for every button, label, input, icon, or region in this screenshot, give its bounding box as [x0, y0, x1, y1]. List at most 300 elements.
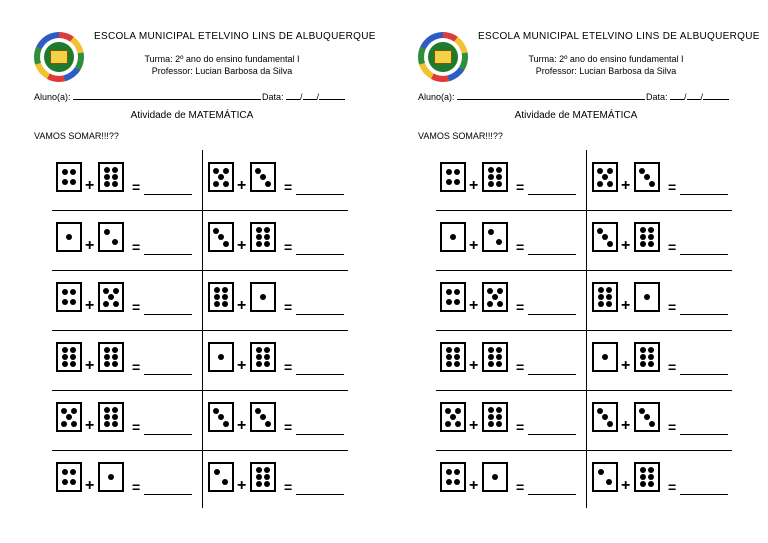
pip: [496, 354, 502, 360]
die-face-1: [592, 342, 618, 372]
answer-blank[interactable]: [296, 254, 344, 255]
pip: [648, 481, 654, 487]
die-face-5: [440, 402, 466, 432]
pip: [649, 421, 655, 427]
pip: [260, 414, 266, 420]
pip: [639, 168, 645, 174]
plus-sign: +: [85, 357, 95, 374]
pip: [648, 234, 654, 240]
pip: [496, 414, 502, 420]
pip: [104, 361, 110, 367]
plus-sign: +: [469, 417, 479, 434]
pip: [450, 414, 456, 420]
pip: [71, 408, 77, 414]
answer-blank[interactable]: [680, 254, 728, 255]
addition-problem: [52, 450, 200, 509]
equals-sign: =: [284, 359, 293, 375]
pip: [218, 174, 224, 180]
class-line: Turma: 2º ano do ensino fundamental I: [144, 54, 300, 64]
pip: [488, 229, 494, 235]
pip: [61, 408, 67, 414]
plus-sign: +: [85, 477, 95, 494]
pip: [104, 167, 110, 173]
pip: [640, 347, 646, 353]
die-face-4: [440, 162, 466, 192]
pip: [597, 408, 603, 414]
die-face-5: [208, 162, 234, 192]
pip: [454, 169, 460, 175]
pip: [112, 421, 118, 427]
pip: [218, 354, 224, 360]
pip: [598, 287, 604, 293]
equals-sign: =: [516, 419, 525, 435]
pip: [607, 241, 613, 247]
addition-problem: [204, 450, 352, 509]
pip: [264, 241, 270, 247]
die-face-6: [250, 462, 276, 492]
pip: [648, 241, 654, 247]
pip: [70, 354, 76, 360]
plus-sign: +: [469, 357, 479, 374]
pip: [644, 294, 650, 300]
pip: [112, 174, 118, 180]
die-face-1: [208, 342, 234, 372]
pip: [222, 294, 228, 300]
plus-sign: +: [621, 357, 631, 374]
pip: [488, 174, 494, 180]
pip: [213, 228, 219, 234]
die-face-5: [56, 402, 82, 432]
addition-problem: [436, 210, 584, 269]
date-label: Data:: [646, 92, 668, 102]
student-label: Aluno(a):: [418, 92, 455, 102]
answer-blank[interactable]: [296, 494, 344, 495]
die-face-4: [440, 282, 466, 312]
plus-sign: +: [469, 477, 479, 494]
pip: [454, 347, 460, 353]
equals-sign: =: [132, 359, 141, 375]
pip: [640, 361, 646, 367]
pip: [66, 234, 72, 240]
pip: [62, 347, 68, 353]
pip: [113, 301, 119, 307]
pip: [488, 361, 494, 367]
pip: [223, 421, 229, 427]
die-face-3: [208, 222, 234, 252]
die-face-6: [634, 342, 660, 372]
equals-sign: =: [284, 299, 293, 315]
pip: [597, 181, 603, 187]
plus-sign: +: [237, 237, 247, 254]
die-face-1: [440, 222, 466, 252]
plus-sign: +: [469, 237, 479, 254]
die-face-4: [56, 162, 82, 192]
die-face-6: [634, 222, 660, 252]
pip: [496, 421, 502, 427]
pip: [104, 354, 110, 360]
die-face-6: [250, 222, 276, 252]
answer-blank[interactable]: [144, 314, 192, 315]
student-name-field[interactable]: [34, 91, 261, 102]
pip: [606, 287, 612, 293]
pip: [454, 469, 460, 475]
school-name: ESCOLA MUNICIPAL ETELVINO LINS DE ALBUQUERQUE: [478, 31, 760, 42]
pip: [446, 179, 452, 185]
activity-title: Atividade de MATEMÁTICA: [130, 110, 254, 121]
die-face-6: [56, 342, 82, 372]
addition-problem: [588, 330, 736, 389]
answer-blank[interactable]: [144, 494, 192, 495]
die-face-1: [250, 282, 276, 312]
die-face-5: [98, 282, 124, 312]
addition-problem: [588, 390, 736, 449]
addition-problem: [204, 270, 352, 329]
die-face-3: [250, 402, 276, 432]
die-face-6: [440, 342, 466, 372]
equals-sign: =: [668, 479, 677, 495]
pip: [264, 361, 270, 367]
pip: [112, 239, 118, 245]
pip: [454, 289, 460, 295]
pip: [602, 174, 608, 180]
pip: [103, 288, 109, 294]
addition-problem: [52, 270, 200, 329]
pip: [446, 169, 452, 175]
pip: [649, 181, 655, 187]
pip: [256, 241, 262, 247]
pip: [222, 479, 228, 485]
answer-blank[interactable]: [680, 194, 728, 195]
addition-problem: [436, 330, 584, 389]
pip: [492, 474, 498, 480]
pip: [256, 234, 262, 240]
pip: [648, 361, 654, 367]
pip: [112, 407, 118, 413]
answer-blank[interactable]: [144, 434, 192, 435]
pip: [104, 174, 110, 180]
pip: [606, 301, 612, 307]
die-face-6: [98, 402, 124, 432]
grid-divider: [202, 150, 203, 508]
addition-problem: [436, 450, 584, 509]
die-face-5: [592, 162, 618, 192]
pip: [62, 299, 68, 305]
pip: [70, 289, 76, 295]
instruction-text: VAMOS SOMAR!!!??: [418, 131, 503, 141]
die-face-1: [482, 462, 508, 492]
answer-blank[interactable]: [296, 374, 344, 375]
pip: [496, 239, 502, 245]
pip: [104, 421, 110, 427]
pip: [66, 414, 72, 420]
pip: [496, 174, 502, 180]
pip: [606, 479, 612, 485]
student-label: Aluno(a):: [34, 92, 71, 102]
pip: [488, 167, 494, 173]
pip: [496, 361, 502, 367]
pip: [213, 168, 219, 174]
pip: [223, 168, 229, 174]
equals-sign: =: [668, 419, 677, 435]
pip: [446, 361, 452, 367]
plus-sign: +: [237, 177, 247, 194]
answer-blank[interactable]: [528, 254, 576, 255]
pip: [264, 227, 270, 233]
pip: [487, 301, 493, 307]
pip: [70, 169, 76, 175]
pip: [62, 361, 68, 367]
pip: [265, 181, 271, 187]
answer-blank[interactable]: [528, 494, 576, 495]
addition-grid: [52, 150, 348, 510]
answer-blank[interactable]: [296, 434, 344, 435]
pip: [112, 354, 118, 360]
pip: [454, 479, 460, 485]
pip: [104, 229, 110, 235]
grid-divider: [586, 150, 587, 508]
pip: [648, 474, 654, 480]
die-face-4: [56, 282, 82, 312]
equals-sign: =: [132, 299, 141, 315]
equals-sign: =: [284, 479, 293, 495]
die-face-6: [208, 282, 234, 312]
pip: [112, 167, 118, 173]
pip: [113, 288, 119, 294]
answer-blank[interactable]: [296, 194, 344, 195]
pip: [602, 354, 608, 360]
answer-blank[interactable]: [144, 254, 192, 255]
plus-sign: +: [621, 297, 631, 314]
pip: [104, 407, 110, 413]
die-face-5: [482, 282, 508, 312]
pip: [446, 354, 452, 360]
equals-sign: =: [668, 179, 677, 195]
pip: [640, 467, 646, 473]
equals-sign: =: [516, 479, 525, 495]
pip: [214, 301, 220, 307]
pip: [497, 301, 503, 307]
pip: [70, 299, 76, 305]
pip: [488, 407, 494, 413]
equals-sign: =: [132, 239, 141, 255]
school-name: ESCOLA MUNICIPAL ETELVINO LINS DE ALBUQUERQUE: [94, 31, 376, 42]
pip: [70, 469, 76, 475]
pip: [71, 421, 77, 427]
pip: [640, 474, 646, 480]
addition-problem: [436, 270, 584, 329]
date-label: Data:: [262, 92, 284, 102]
plus-sign: +: [85, 417, 95, 434]
pip: [260, 294, 266, 300]
die-face-6: [98, 342, 124, 372]
pip: [607, 168, 613, 174]
pip: [446, 289, 452, 295]
pip: [640, 234, 646, 240]
teacher-line: Professor: Lucian Barbosa da Silva: [535, 66, 677, 76]
date-field[interactable]: Data: / /: [262, 91, 345, 102]
equals-sign: =: [132, 419, 141, 435]
pip: [104, 181, 110, 187]
die-face-3: [634, 402, 660, 432]
answer-blank[interactable]: [680, 434, 728, 435]
class-line: Turma: 2º ano do ensino fundamental I: [528, 54, 684, 64]
plus-sign: +: [621, 477, 631, 494]
pip: [70, 479, 76, 485]
die-face-6: [250, 342, 276, 372]
pip: [639, 408, 645, 414]
pip: [454, 354, 460, 360]
pip: [222, 301, 228, 307]
die-face-2: [98, 222, 124, 252]
pip: [218, 234, 224, 240]
pip: [62, 169, 68, 175]
addition-problem: [436, 390, 584, 449]
answer-blank[interactable]: [680, 494, 728, 495]
pip: [496, 347, 502, 353]
equals-sign: =: [516, 359, 525, 375]
answer-blank[interactable]: [144, 194, 192, 195]
die-face-3: [208, 402, 234, 432]
pip: [264, 467, 270, 473]
die-face-2: [208, 462, 234, 492]
student-name-field[interactable]: [418, 91, 645, 102]
pip: [648, 354, 654, 360]
pip: [640, 241, 646, 247]
equals-sign: =: [284, 239, 293, 255]
plus-sign: +: [469, 297, 479, 314]
pip: [62, 469, 68, 475]
plus-sign: +: [85, 237, 95, 254]
pip: [255, 168, 261, 174]
pip: [62, 289, 68, 295]
activity-title: Atividade de MATEMÁTICA: [514, 110, 638, 121]
pip: [488, 421, 494, 427]
equals-sign: =: [668, 239, 677, 255]
answer-blank[interactable]: [680, 314, 728, 315]
pip: [598, 294, 604, 300]
pip: [446, 469, 452, 475]
pip: [496, 407, 502, 413]
pip: [445, 421, 451, 427]
answer-blank[interactable]: [528, 314, 576, 315]
answer-blank[interactable]: [528, 434, 576, 435]
pip: [598, 301, 604, 307]
pip: [222, 287, 228, 293]
instruction-text: VAMOS SOMAR!!!??: [34, 131, 119, 141]
pip: [640, 227, 646, 233]
answer-blank[interactable]: [528, 374, 576, 375]
pip: [256, 474, 262, 480]
pip: [644, 174, 650, 180]
answer-blank[interactable]: [528, 194, 576, 195]
pip: [104, 347, 110, 353]
pip: [488, 181, 494, 187]
pip: [70, 347, 76, 353]
equals-sign: =: [668, 299, 677, 315]
plus-sign: +: [85, 297, 95, 314]
addition-problem: [588, 450, 736, 509]
pip: [640, 481, 646, 487]
plus-sign: +: [469, 177, 479, 194]
addition-problem: [52, 390, 200, 449]
pip: [487, 288, 493, 294]
equals-sign: =: [516, 299, 525, 315]
die-face-6: [482, 162, 508, 192]
pip: [112, 181, 118, 187]
plus-sign: +: [237, 357, 247, 374]
pip: [455, 421, 461, 427]
pip: [62, 179, 68, 185]
pip: [62, 479, 68, 485]
addition-problem: [204, 330, 352, 389]
pip: [264, 347, 270, 353]
addition-problem: [52, 330, 200, 389]
answer-blank[interactable]: [296, 314, 344, 315]
answer-blank[interactable]: [144, 374, 192, 375]
pip: [648, 347, 654, 353]
pip: [70, 361, 76, 367]
pip: [264, 234, 270, 240]
pip: [496, 181, 502, 187]
pip: [648, 227, 654, 233]
pip: [214, 287, 220, 293]
pip: [446, 479, 452, 485]
pip: [264, 481, 270, 487]
pip: [112, 347, 118, 353]
pip: [455, 408, 461, 414]
date-field[interactable]: Data: / /: [646, 91, 729, 102]
pip: [454, 361, 460, 367]
pip: [445, 408, 451, 414]
pip: [213, 181, 219, 187]
pip: [260, 174, 266, 180]
die-face-4: [56, 462, 82, 492]
answer-blank[interactable]: [680, 374, 728, 375]
pip: [223, 181, 229, 187]
pip: [256, 467, 262, 473]
plus-sign: +: [621, 237, 631, 254]
pip: [256, 227, 262, 233]
pip: [218, 414, 224, 420]
pip: [496, 167, 502, 173]
plus-sign: +: [237, 477, 247, 494]
pip: [454, 179, 460, 185]
die-face-3: [250, 162, 276, 192]
die-face-6: [482, 342, 508, 372]
equals-sign: =: [516, 179, 525, 195]
equals-sign: =: [668, 359, 677, 375]
pip: [112, 361, 118, 367]
addition-problem: [588, 210, 736, 269]
die-face-6: [592, 282, 618, 312]
pip: [450, 234, 456, 240]
pip: [256, 347, 262, 353]
pip: [602, 414, 608, 420]
plus-sign: +: [237, 297, 247, 314]
pip: [607, 421, 613, 427]
die-face-6: [634, 462, 660, 492]
pip: [648, 467, 654, 473]
worksheet-right: [384, 0, 768, 543]
die-face-6: [98, 162, 124, 192]
addition-problem: [52, 210, 200, 269]
addition-problem: [204, 390, 352, 449]
teacher-line: Professor: Lucian Barbosa da Silva: [151, 66, 293, 76]
plus-sign: +: [237, 417, 247, 434]
pip: [214, 294, 220, 300]
addition-problem: [588, 150, 736, 209]
equals-sign: =: [132, 179, 141, 195]
